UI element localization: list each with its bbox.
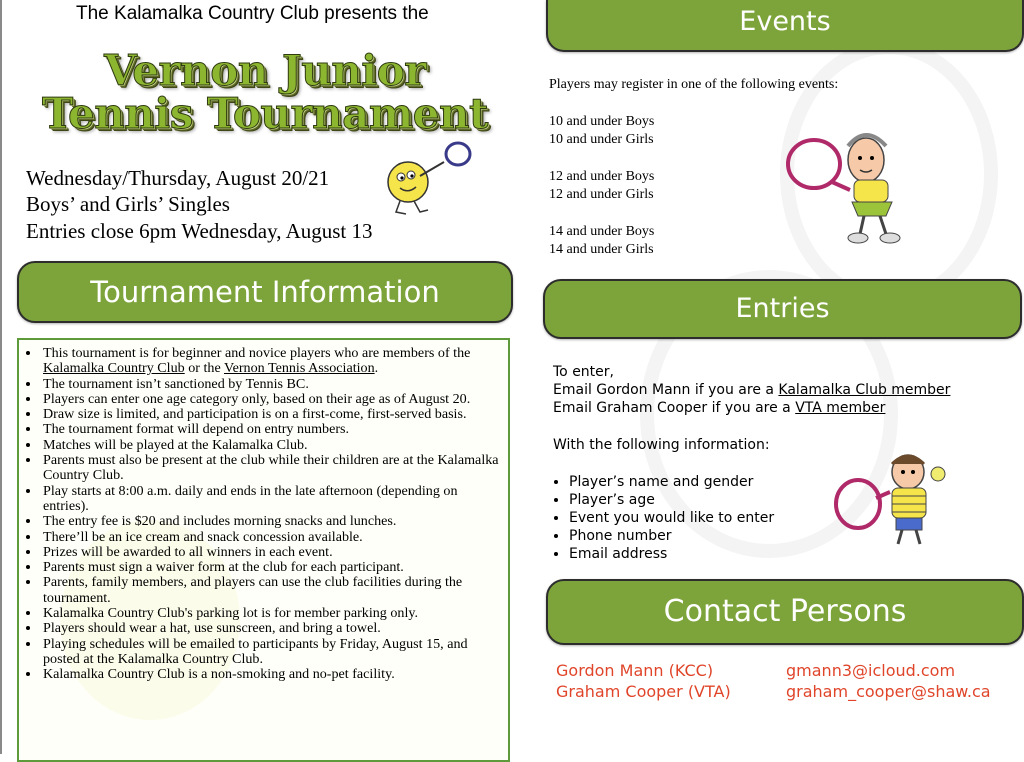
list-item: • Parents must also be present at the club while their children are at the Kalamalka Country Club. xyxy=(41,453,502,484)
event-item: 12 and under Boys xyxy=(549,169,655,184)
list-item: • Players can enter one age category only, based on their age as of August 20. xyxy=(41,392,502,407)
title-line-1: Vernon Junior xyxy=(104,46,426,95)
list-item: • Draw size is limited, and participation is on a first-come, first-served basis. xyxy=(41,407,502,422)
contact-name: Graham Cooper (VTA) xyxy=(556,682,731,701)
list-item: • Player’s name and gender xyxy=(569,473,774,491)
required-info xyxy=(553,473,774,563)
list-item: • Play starts at 8:00 a.m. daily and ends in the late afternoon (depending on entries). xyxy=(41,484,502,515)
entries-instructions xyxy=(553,363,950,417)
list-item: • There’ll be an ice cream and snack concession available. xyxy=(41,530,502,545)
info-intro: With the following information: xyxy=(553,437,770,453)
list-item: • Email address xyxy=(569,545,774,563)
list-item: • Player’s age xyxy=(569,491,774,509)
list-item: • Event you would like to enter xyxy=(569,509,774,527)
required-info-list xyxy=(553,473,774,563)
list-item: • Prizes will be awarded to all winners in each event. xyxy=(41,545,502,560)
list-item: • Parents, family members, and players can use the club facilities during the tournament. xyxy=(41,575,502,606)
contact-email-link[interactable]: gmann3@icloud.com xyxy=(786,661,956,680)
list-item: • Kalamalka Country Club's parking lot is for member parking only. xyxy=(41,606,502,621)
tournament-info-heading: Tournament Information xyxy=(17,261,513,323)
contact-persons-heading: Contact Persons xyxy=(546,579,1024,645)
entries-heading: Entries xyxy=(543,279,1022,339)
list-item: • The tournament isn’t sanctioned by Tennis BC. xyxy=(41,377,502,392)
events-heading: Events xyxy=(546,0,1024,52)
list-item: • Parents must sign a waiver form at the club for each participant. xyxy=(41,560,502,575)
to-enter-text: To enter, xyxy=(553,364,614,380)
deadline-line: Entries close 6pm Wednesday, August 13 xyxy=(26,219,373,243)
list-item: • Matches will be played at the Kalamalka Club. xyxy=(41,438,502,453)
event-item: 14 and under Boys xyxy=(549,224,655,239)
contact-name: Gordon Mann (KCC) xyxy=(556,661,714,680)
tournament-info-box xyxy=(17,338,510,762)
category-line: Boys’ and Girls’ Singles xyxy=(26,192,230,216)
list-item: • This tournament is for beginner and novice players who are members of the Kalamalka Country Club or the Vernon Tennis Association. xyxy=(41,346,502,377)
email-graham-line: Email Graham Cooper if you are a VTA member xyxy=(553,400,886,416)
vta-link[interactable]: Vernon Tennis Association xyxy=(223,360,375,377)
title-line-2: Tennis Tournament xyxy=(42,89,488,138)
tournament-info-list xyxy=(19,340,508,683)
event-item: 14 and under Girls xyxy=(549,242,654,257)
event-item: 12 and under Girls xyxy=(549,187,654,202)
date-line: Wednesday/Thursday, August 20/21 xyxy=(26,166,330,190)
kalamalka-link[interactable]: Kalamalka Country Club xyxy=(43,360,185,377)
kalamalka-member-link[interactable]: Kalamalka Club member xyxy=(778,382,951,398)
tennis-ball-mascot-icon xyxy=(378,140,478,220)
list-item: • Phone number xyxy=(569,527,774,545)
list-item: • Kalamalka Country Club is a non-smoking and no-pet facility. xyxy=(41,667,502,682)
list-item: • Players should wear a hat, use sunscreen, and bring a towel. xyxy=(41,621,502,636)
list-item: • The tournament format will depend on entry numbers. xyxy=(41,422,502,437)
boy-player-icon xyxy=(832,452,952,552)
event-item: 10 and under Boys xyxy=(549,114,655,129)
list-item: • The entry fee is $20 and includes morning snacks and lunches. xyxy=(41,514,502,529)
events-intro: Players may register in one of the following events: xyxy=(549,77,839,92)
presenter-line: The Kalamalka Country Club presents the xyxy=(76,3,429,24)
list-item: • Playing schedules will be emailed to participants by Friday, August 15, and posted at the Kalamalka Country Club. xyxy=(41,637,502,668)
contact-email-link[interactable]: graham_cooper@shaw.ca xyxy=(786,682,991,701)
girl-player-icon xyxy=(782,124,922,254)
event-item: 10 and under Girls xyxy=(549,132,654,147)
vta-member-link[interactable]: VTA member xyxy=(795,400,886,416)
email-gordon-line: Email Gordon Mann if you are a Kalamalka Club member xyxy=(553,382,951,398)
